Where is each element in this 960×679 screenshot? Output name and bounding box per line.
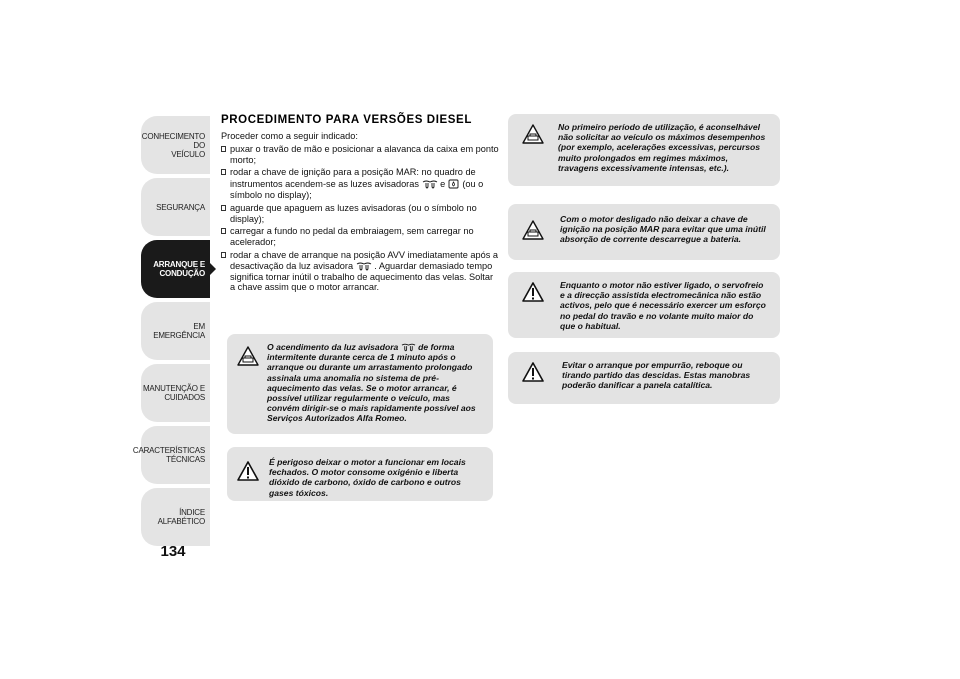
checkbox-bullet-icon	[221, 252, 226, 258]
tab-label: SEGURANÇA	[156, 202, 205, 212]
water-in-fuel-icon	[448, 178, 460, 189]
warning-box-ignition-key	[508, 204, 780, 260]
warning-text-part: O acendimento da luz avisadora	[267, 342, 399, 352]
diesel-procedure-section	[221, 113, 499, 295]
tab-seguranca[interactable]	[141, 178, 210, 236]
warning-text-part: de forma intermitente durante cerca de 1 minuto após o arranque ou durante um arrastamento prolongado assinala uma anomalia no sistema de pré-aquecimento das velas. Se o motor arrancar, é possível utilizar regularmente o veículo, mas convém dirigir-se o mais rapidamente possível aos Serviços Autorizados Alfa Romeo.	[267, 342, 476, 424]
warning-triangle-icon	[522, 282, 544, 302]
list-item	[221, 226, 499, 248]
list-item	[221, 250, 499, 293]
list-item	[221, 144, 499, 166]
tab-label: ARRANQUE E CONDUÇÃO	[153, 260, 205, 278]
checkbox-bullet-icon	[221, 169, 226, 175]
steps-list	[221, 144, 499, 293]
glow-plug-warning-icon	[422, 180, 438, 189]
step-text: aguarde que apaguem as luzes avisadoras (ou o símbolo no display);	[230, 202, 477, 224]
engine-attention-icon	[237, 346, 259, 366]
tab-caracteristicas-tecnicas[interactable]	[132, 426, 210, 484]
tab-em-emergencia[interactable]	[141, 302, 210, 360]
warning-text: No primeiro período de utilização, é aconselhável não solicitar ao veículo os máximos desempenhos (por exemplo, acelerações excessivas, percursos muito prolongados em regimes máximos, travagens excessivamente intensas, etc.).	[558, 122, 766, 173]
tab-label: CARACTERÍSTICAS TÉCNICAS	[132, 446, 205, 464]
warning-triangle-icon	[237, 461, 259, 481]
page-number: 134	[160, 543, 186, 560]
step-text: carregar a fundo no pedal da embraiagem, sem carregar no acelerador;	[230, 226, 474, 248]
engine-attention-icon	[522, 124, 544, 144]
list-item	[221, 203, 499, 225]
step-text: rodar a chave de ignição para a posição MAR: no quadro de instrumentos acendem-se as luzes avisadoras	[230, 167, 476, 190]
warning-text: Enquanto o motor não estiver ligado, o servofreio e a direcção assistida electromecânica não estão activos, pelo que é necessário exercer um esforço no pedal do travão e no volante muito maior do que o habitual.	[560, 280, 766, 331]
warning-box-glow-plug	[227, 334, 493, 434]
warning-triangle-icon	[522, 362, 544, 382]
engine-attention-icon	[522, 220, 544, 240]
tab-conhecimento-do-veiculo[interactable]	[141, 116, 210, 174]
warning-box-running-in	[508, 114, 780, 186]
tab-label: EM EMERGÊNCIA	[153, 322, 205, 340]
tab-label: CONHECIMENTO DO VEÍCULO	[141, 131, 205, 159]
list-item	[221, 167, 499, 200]
warning-text: Com o motor desligado não deixar a chave de ignição na posição MAR para evitar que uma inútil absorção de corrente descarregue a bateria.	[560, 214, 766, 245]
tab-label: ÍNDICE ALFABÉTICO	[157, 508, 205, 526]
warning-text	[237, 342, 483, 424]
warning-text: É perigoso deixar o motor a funcionar em locais fechados. O motor consome oxigénio e liberta dióxido de carbono, óxido de carbono e outros gases tóxicos.	[269, 457, 466, 498]
step-text: (ou o símbolo no display);	[230, 179, 484, 200]
warning-text: Evitar o arranque por empurrão, reboque ou tirando partido das descidas. Estas manobras poderão danificar a panela catalítica.	[562, 360, 751, 391]
glow-plug-warning-icon	[356, 262, 372, 271]
tab-manutencao-e-cuidados[interactable]	[141, 364, 210, 422]
step-text: puxar o travão de mão e posicionar a alavanca da caixa em ponto morto;	[230, 143, 499, 165]
warning-box-servo-brake	[508, 272, 780, 338]
warning-box-closed-spaces	[227, 447, 493, 501]
glow-plug-warning-icon	[401, 343, 416, 352]
warning-box-push-start	[508, 352, 780, 404]
tab-arranque-e-conducao[interactable]	[141, 240, 210, 298]
section-title: PROCEDIMENTO PARA VERSÕES DIESEL	[221, 114, 472, 126]
step-text: e	[440, 179, 446, 190]
section-intro: Proceder como a seguir indicado:	[221, 131, 358, 141]
checkbox-bullet-icon	[221, 146, 226, 152]
checkbox-bullet-icon	[221, 205, 226, 211]
tab-label: MANUTENÇÃO E CUIDADOS	[142, 384, 205, 402]
tab-indice-alfabetico[interactable]	[141, 488, 210, 546]
active-tab-marker	[209, 262, 216, 276]
step-text: rodar a chave de arranque na posição AVV imediatamente após a desactivação da luz avisadora	[230, 249, 498, 271]
step-text: . Aguardar demasiado tempo significa tornar inútil o trabalho de aquecimento das velas. Soltar a chave assim que o motor arrancar.	[230, 260, 494, 293]
checkbox-bullet-icon	[221, 228, 226, 234]
